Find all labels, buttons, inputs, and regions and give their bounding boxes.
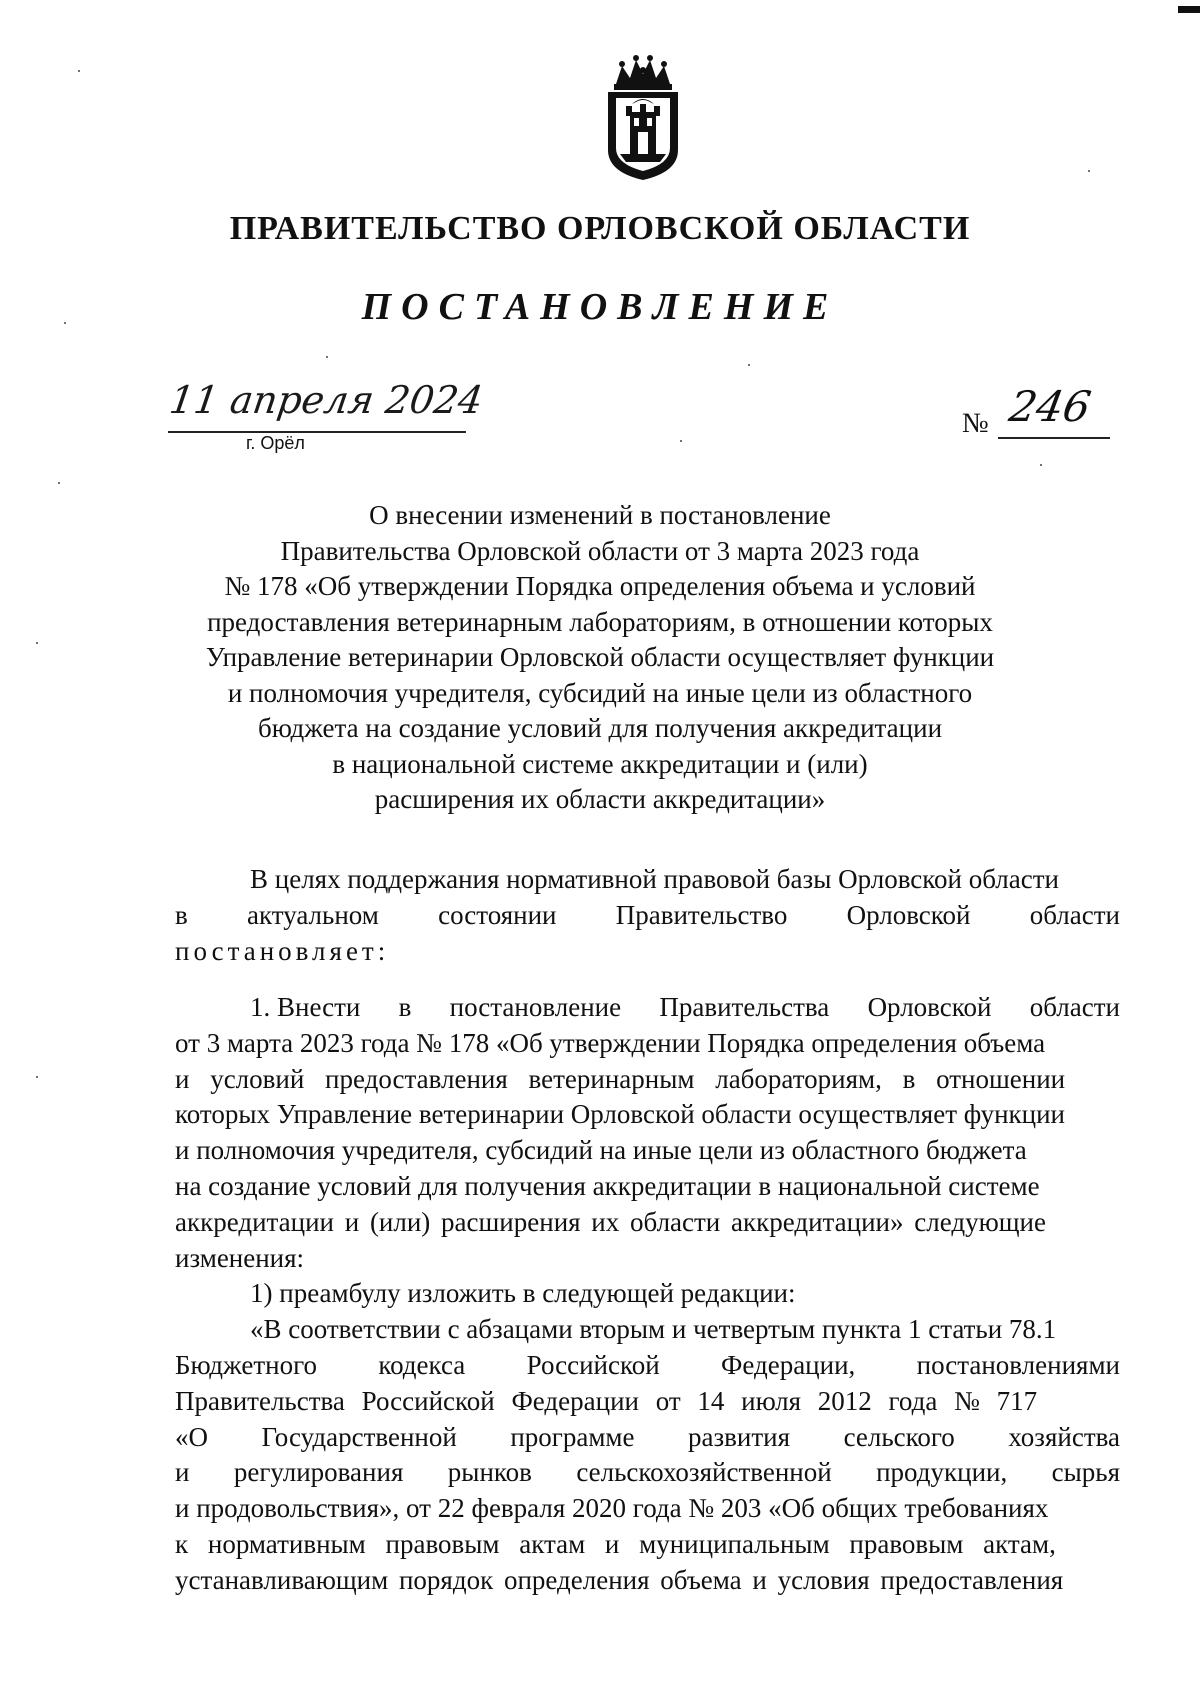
quote-line: Правительства Российской Федерации от 14 июля 2012 года № 717 — [175, 1385, 1038, 1416]
subject-line: бюджета на создание условий для получения аккредитации — [257, 713, 943, 743]
date-underline — [168, 431, 466, 433]
word: постановлениями — [916, 1349, 1120, 1380]
scan-speck — [326, 356, 328, 358]
item-1-line: которых Управление ветеринарии Орловской области осуществляет функции — [175, 1099, 1065, 1130]
word: состоянии — [438, 899, 557, 930]
number-underline — [998, 437, 1110, 439]
word: развития — [688, 1421, 791, 1452]
city-label: г. Орёл — [246, 433, 305, 453]
subject-line: в национальной системе аккредитации и (или) — [332, 748, 868, 779]
word: сырья — [1051, 1457, 1120, 1488]
word: регулирования — [233, 1457, 404, 1488]
word: области — [1029, 899, 1120, 930]
subject-line: О внесении изменений в постановление — [369, 500, 831, 530]
scan-speck — [748, 364, 750, 366]
scan-speck — [78, 70, 80, 72]
subitem-1-line: 1) преамбулу изложить в следующей редакции: — [250, 1278, 796, 1309]
preamble-paragraph — [175, 862, 1120, 969]
word: кодекса — [378, 1349, 466, 1380]
item-1-line: от 3 марта 2023 года № 178 «Об утверждении Порядка определения объема — [175, 1027, 1046, 1058]
word: хозяйства — [1008, 1421, 1120, 1452]
scan-speck — [64, 322, 66, 324]
number-label: № — [962, 408, 989, 439]
word: 1. Внести — [250, 992, 361, 1022]
item-1-line: и условий предоставления ветеринарным лабораториям, в отношении — [175, 1063, 1066, 1094]
word: рынков — [447, 1457, 532, 1488]
quote-line: «В соответствии с абзацами вторым и четвертым пункта 1 статьи 78.1 — [250, 1314, 1057, 1345]
scan-speck — [36, 642, 38, 644]
word: Бюджетного — [175, 1349, 317, 1380]
word: Орловской — [846, 899, 971, 930]
handwritten-date: 11 апреля 2024 — [166, 378, 486, 422]
handwritten-number: 246 — [1005, 382, 1095, 431]
word: программе — [510, 1421, 635, 1452]
word: Правительства — [659, 992, 830, 1022]
coat-of-arms-icon — [602, 54, 684, 182]
word: области — [1029, 992, 1120, 1022]
subject-line: Управление ветеринарии Орловской области осуществляет функции — [205, 642, 995, 672]
resolution-verb: постановляет: — [175, 935, 390, 966]
word: сельскохозяйственной — [576, 1457, 832, 1488]
item-1-line: изменения: — [175, 1242, 305, 1273]
item-1-line: на создание условий для получения аккредитации в национальной системе — [175, 1170, 1040, 1201]
scan-speck — [1088, 170, 1090, 172]
word: в — [175, 899, 188, 930]
quote-line-justified — [175, 1420, 1120, 1456]
scan-speck — [680, 440, 682, 442]
item-1-line: и полномочия учредителя, субсидий на иные цели из областного бюджета — [175, 1135, 1027, 1166]
word: и — [175, 1457, 190, 1488]
item-1-first-line — [175, 990, 1120, 1026]
quote-line-justified — [175, 1348, 1120, 1384]
word: Государственной — [261, 1421, 457, 1452]
quote-line: устанавливающим порядок определения объема и условия предоставления — [175, 1564, 1064, 1595]
word: Российской — [526, 1349, 660, 1380]
word: в — [398, 992, 412, 1022]
preamble-line: В целях поддержания нормативной правовой базы Орловской области — [250, 864, 1059, 894]
word: «О — [175, 1421, 208, 1452]
quote-line: к нормативным правовым актам и муниципальным правовым актам, — [175, 1528, 1056, 1559]
subject-line: расширения их области аккредитации» — [374, 784, 826, 814]
scan-corner-mark — [1178, 6, 1200, 13]
word: сельского — [843, 1421, 955, 1452]
word: Орловской — [867, 992, 992, 1022]
word: актуальном — [247, 899, 379, 930]
quote-line-justified — [175, 1455, 1120, 1491]
document-type-title: ПОСТАНОВЛЕНИЕ — [361, 286, 839, 328]
subject-line: № 178 «Об утверждении Порядка определения объема и условий — [224, 571, 976, 601]
subject-line: Правительства Орловской области от 3 марта 2023 года — [280, 535, 920, 566]
word: постановление — [449, 992, 622, 1022]
scan-speck — [58, 482, 60, 484]
scan-speck — [36, 1076, 38, 1078]
subject-line: предоставления ветеринарным лабораториям, в отношении которых — [207, 606, 993, 637]
document-subject — [180, 498, 1020, 818]
item-1-paragraph — [175, 990, 1120, 1599]
subject-line: и полномочия учредителя, субсидий на иные цели из областного — [227, 677, 973, 708]
word: Федерации, — [721, 1349, 856, 1380]
preamble-line-justified — [175, 898, 1120, 934]
quote-line: и продовольствия», от 22 февраля 2020 года № 203 «Об общих требованиях — [175, 1493, 1049, 1524]
government-title: ПРАВИТЕЛЬСТВО ОРЛОВСКОЙ ОБЛАСТИ — [229, 210, 971, 247]
item-1-line: аккредитации и (или) расширения их области аккредитации» следующие — [175, 1206, 1046, 1237]
scan-speck — [1040, 464, 1042, 466]
word: Правительство — [615, 899, 788, 930]
word: продукции, — [876, 1457, 1008, 1488]
